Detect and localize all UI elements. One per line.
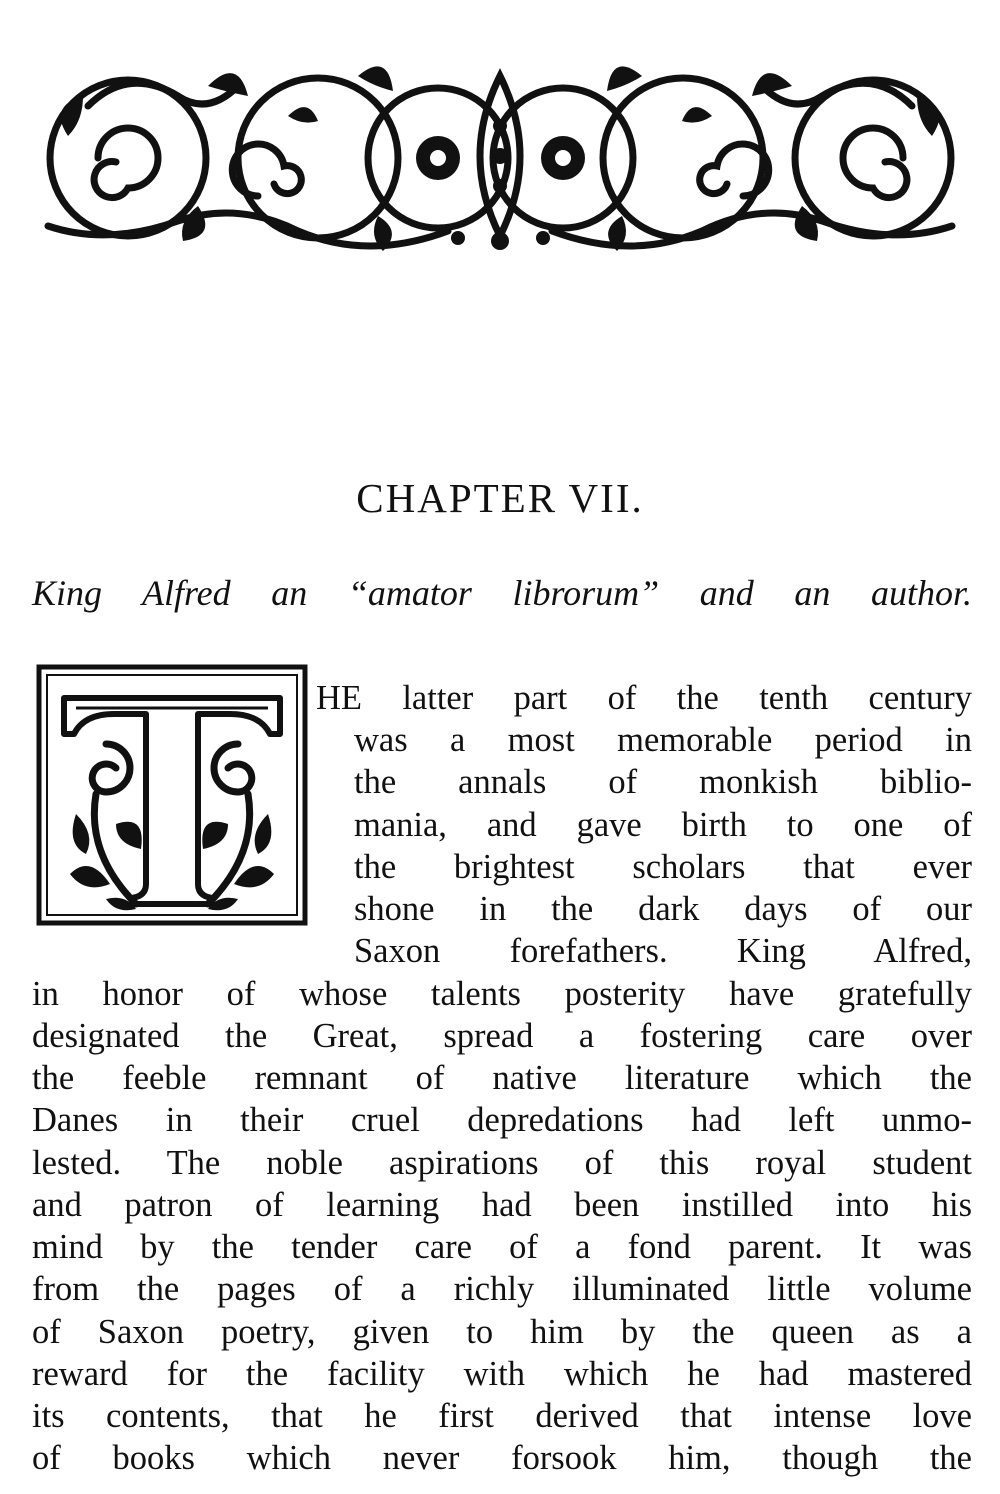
body-line-3: the annals of monkish biblio- xyxy=(354,763,972,801)
body-line-11: Danes in their cruel depredations had left unmo- xyxy=(32,1101,972,1139)
body-line-12: lested. The noble aspirations of this royal student xyxy=(32,1144,972,1182)
floral-scroll-headpiece-icon xyxy=(28,46,972,252)
body-line-10: the feeble remnant of native literature which the xyxy=(32,1059,972,1097)
body-line-18: its contents, that he first derived that intense love xyxy=(32,1397,972,1435)
body-line-2: was a most memorable period in xyxy=(354,721,972,759)
body-line-5: the brightest scholars that ever xyxy=(354,848,972,886)
chapter-subtitle: King Alfred an “amator librorum” and an author. xyxy=(32,573,972,613)
chapter-title: CHAPTER VII. xyxy=(356,475,644,521)
body-line-13: and patron of learning had been instilled into his xyxy=(32,1186,972,1224)
body-line-7: Saxon forefathers. King Alfred, xyxy=(354,932,972,970)
body-line-17: reward for the facility with which he had mastered xyxy=(32,1355,972,1393)
body-line-9: designated the Great, spread a fostering care over xyxy=(32,1017,972,1055)
body-line-4: mania, and gave birth to one of xyxy=(354,806,972,844)
body-line-15: from the pages of a richly illuminated little volume xyxy=(32,1270,972,1308)
body-line-8: in honor of whose talents posterity have gratefully xyxy=(32,975,972,1013)
body-line-16: of Saxon poetry, given to him by the queen as a xyxy=(32,1313,972,1351)
body-line-1: HE latter part of the tenth century xyxy=(316,679,972,717)
body-line-19: of books which never forsook him, though the xyxy=(32,1439,972,1477)
body-line-14: mind by the tender care of a fond parent. It was xyxy=(32,1228,972,1266)
ornamental-initial-T-icon xyxy=(36,664,308,926)
body-line-6: shone in the dark days of our xyxy=(354,890,972,928)
